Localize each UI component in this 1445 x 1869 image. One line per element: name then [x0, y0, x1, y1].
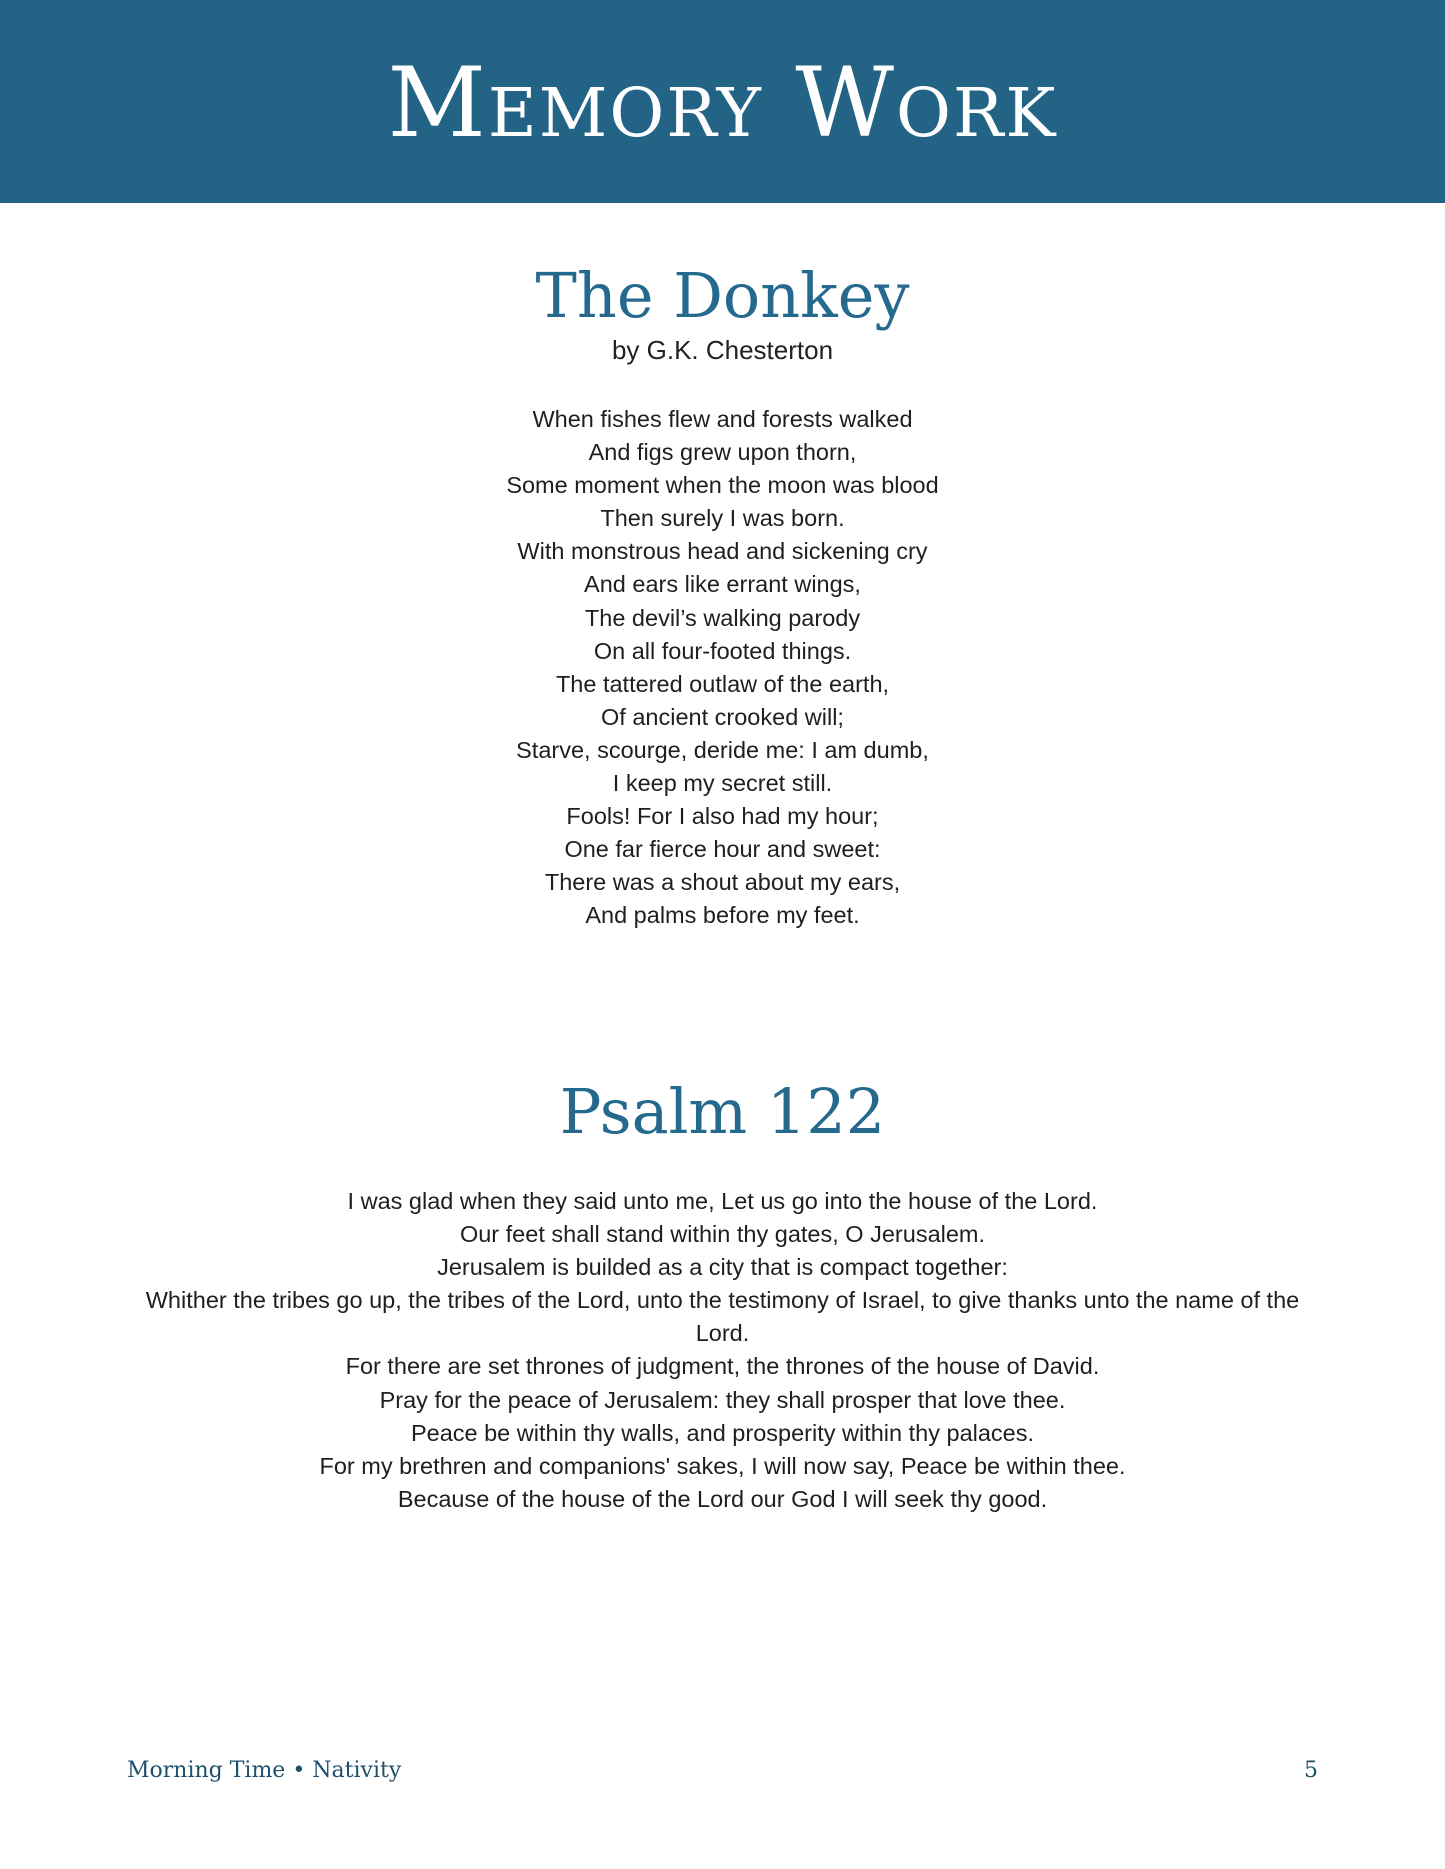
poem-line: The tattered outlaw of the earth, [555, 670, 890, 697]
poem-line: One far fierce hour and sweet: [564, 836, 881, 863]
poem-line: With monstrous head and sickening cry [517, 538, 928, 565]
poem-line: And ears like errant wings, [584, 571, 861, 598]
header-band [0, 0, 1445, 203]
poem-line: The devil’s walking parody [584, 604, 861, 631]
poem-line: There was a shout about my ears, [544, 869, 901, 896]
footer-section-label: Morning Time • Nativity [127, 1758, 402, 1783]
poem-line: And figs grew upon thorn, [588, 439, 857, 466]
poem-line: Fools! For I also had my hour; [566, 803, 879, 830]
psalm-verse: Our feet shall stand within thy gates, O Jerusalem. [459, 1221, 986, 1248]
psalm-verse: Whither the tribes go up, the tribes of the Lord, unto the testimony of Israel, to give thanks unto the name of the Lord. [145, 1287, 1300, 1347]
poem-line: Starve, scourge, deride me: I am dumb, [516, 736, 929, 763]
poem-line: I keep my secret still. [612, 770, 833, 797]
psalm-title: Psalm 122 [559, 1075, 886, 1148]
page-number: 5 [1304, 1758, 1318, 1783]
poem-line: Some moment when the moon was blood [506, 472, 939, 499]
psalm-verse: Pray for the peace of Jerusalem: they shall prosper that love thee. [379, 1386, 1066, 1413]
psalm-verse: Because of the house of the Lord our God I will seek thy good. [397, 1485, 1048, 1512]
psalm-verse: Jerusalem is builded as a city that is compact together: [437, 1254, 1008, 1281]
psalm-body [120, 1185, 1325, 1516]
poem-body [0, 403, 1445, 933]
poem-line: Of ancient crooked will; [601, 703, 844, 730]
psalm-verse: For my brethren and companions' sakes, I will now say, Peace be within thee. [319, 1452, 1126, 1479]
poem-line: On all four-footed things. [593, 637, 852, 664]
poem-line: When fishes flew and forests walked [532, 406, 913, 432]
page-header-title: Memory Work [387, 47, 1058, 159]
poem-title: The Donkey [535, 259, 910, 332]
psalm-verse: For there are set thrones of judgment, the thrones of the house of David. [345, 1353, 1100, 1380]
psalm-verse: I was glad when they said unto me, Let us go into the house of the Lord. [347, 1188, 1098, 1214]
psalm-verse: Peace be within thy walls, and prosperity within thy palaces. [410, 1419, 1035, 1446]
poem-line: And palms before my feet. [585, 902, 860, 929]
poem-author: by G.K. Chesterton [611, 335, 834, 365]
poem-line: Then surely I was born. [600, 505, 845, 532]
